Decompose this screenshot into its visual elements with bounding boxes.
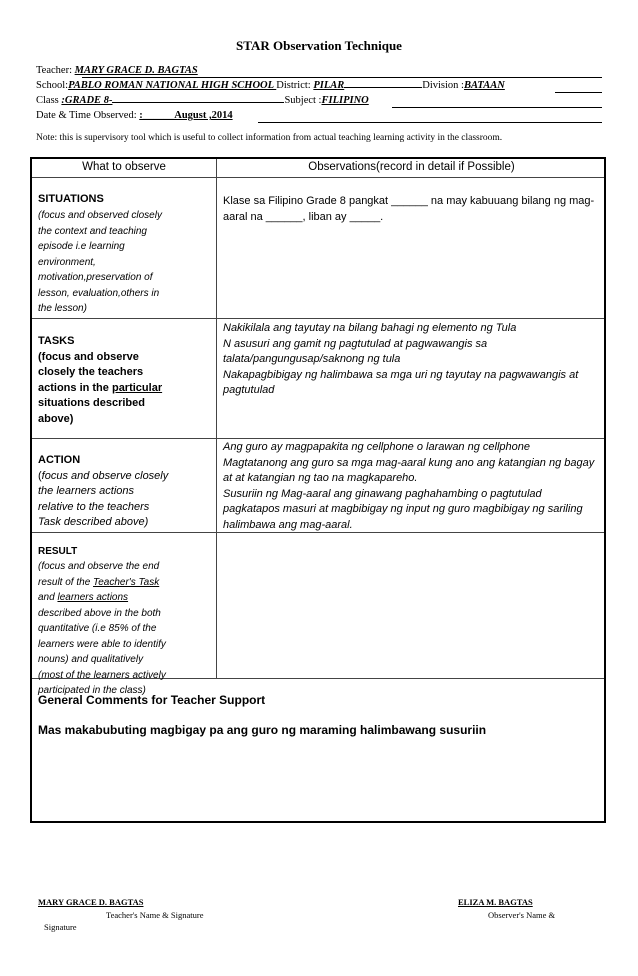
tasks-head-6: above)	[38, 412, 74, 425]
row-divider-tasks	[32, 438, 604, 439]
result-sub-5: quantitative (i.e 85% of the	[38, 623, 157, 634]
tasks-obs-5: pagtutulad	[223, 384, 275, 396]
general-comments-text: Mas makabubuting magbigay pa ang guro ng maraming halimbawang susuriin	[38, 723, 487, 737]
date-value: :______August ,2014	[139, 110, 233, 121]
district-value: PILAR	[313, 80, 345, 91]
action-obs-2: Magtatanong ang guro sa mga mag-aaral kung ano ang katangian ng bagay	[223, 456, 595, 469]
situations-sub-2: the context and teaching	[38, 225, 147, 237]
teacher-value: MARY GRACE D. BAGTAS	[74, 65, 198, 76]
result-sub-1: (focus and observe the end	[38, 561, 160, 572]
result-head: RESULT	[38, 546, 78, 557]
result-sub-6: learners were able to identify	[38, 638, 166, 650]
subject-value: FILIPINO	[321, 95, 369, 106]
signature-word: Signature	[44, 922, 77, 932]
situations-sub-3: episode i.e learning	[38, 241, 125, 252]
subject-label: Subject :	[284, 95, 322, 106]
situations-obs-2: aaral na ______, liban ay _____.	[223, 210, 384, 223]
subject-underline	[392, 107, 602, 108]
action-head: ACTION	[38, 454, 81, 466]
action-sub-2: the learners actions	[38, 485, 134, 497]
tasks-label	[38, 334, 213, 427]
result-sub-8: (most of the learners actively	[38, 669, 166, 681]
result-sub-7: nouns) and qualitatively	[38, 654, 144, 665]
tasks-head-3: closely the teachers	[38, 366, 144, 378]
action-obs-3: at at katangian ng tao na magkapareho.	[223, 472, 418, 484]
column-divider	[216, 159, 217, 678]
division-value: BATAAN	[463, 80, 505, 91]
class-label: Class	[36, 95, 62, 106]
school-value: PABLO ROMAN NATIONAL HIGH SCHOOL	[68, 80, 277, 91]
teacher-signature-caption: Teacher's Name & Signature	[106, 910, 204, 920]
class-line	[36, 95, 369, 106]
teacher-underline	[82, 77, 602, 78]
action-obs-4: Susuriin ng Mag-aaral ang ginawang paghahambing o pagtutulad	[223, 487, 542, 500]
action-observation	[223, 440, 603, 533]
action-sub-4: Task described above)	[38, 516, 149, 528]
tasks-head-1: TASKS	[38, 335, 75, 347]
row-divider-header	[32, 177, 604, 178]
class-value: :GRADE 8-	[61, 95, 113, 106]
action-sub-3: relative to the teachers	[38, 500, 150, 513]
result-sub-2: result of the Teacher's Task	[38, 576, 160, 588]
date-label: Date & Time Observed:	[36, 110, 140, 121]
situations-obs-1: Klase sa Filipino Grade 8 pangkat ______ na may kabuuang bilang ng mag-	[223, 195, 595, 207]
col-header-what: What to observe	[82, 161, 166, 173]
action-sub-1: (focus and observe closely	[38, 469, 169, 482]
tasks-observation	[223, 321, 603, 399]
division-underline	[555, 92, 602, 93]
row-divider-situations	[32, 318, 604, 319]
situations-sub-1: (focus and observed closely	[38, 210, 162, 221]
general-comments-label: General Comments for Teacher Support	[38, 693, 266, 707]
observation-table	[30, 157, 606, 823]
tasks-obs-2: N asusuri ang gamit ng pagtutulad at pagwawangis sa	[223, 337, 488, 350]
tasks-head-5: situations described	[38, 397, 145, 409]
col-header-observations: Observations(record in detail if Possible)	[308, 161, 515, 173]
action-obs-5: pagkatapos masuri at magbibigay ng input ng guro magbibigay ng sariling	[223, 503, 583, 515]
situations-label	[38, 193, 213, 317]
school-line	[36, 80, 505, 91]
action-obs-1: Ang guro ay magpapakita ng cellphone o larawan ng cellphone	[223, 441, 530, 453]
situations-sub-5: motivation,preservation of	[38, 272, 153, 283]
action-obs-6: halimbawa ang mag-aaral.	[223, 518, 353, 531]
situations-sub-7: the lesson)	[38, 303, 87, 314]
situations-sub-4: environment,	[38, 256, 96, 268]
tasks-head-2: (focus and observe	[38, 350, 139, 363]
result-sub-4: described above in the both	[38, 607, 161, 619]
teacher-signature-name: MARY GRACE D. BAGTAS	[38, 897, 144, 907]
date-underline	[258, 122, 602, 123]
teacher-line	[36, 65, 198, 76]
result-label	[38, 544, 213, 699]
action-label	[38, 453, 213, 531]
tasks-obs-4: Nakapagbibigay ng halimbawa sa mga uri ng tayutay na pagwawangis at	[223, 368, 579, 381]
school-label: School:	[36, 80, 69, 91]
observer-signature-caption: Observer's Name &	[488, 910, 556, 920]
teacher-label: Teacher:	[36, 65, 75, 76]
situations-sub-6: lesson, evaluation,others in	[38, 287, 160, 299]
document-title: STAR Observation Technique	[236, 38, 402, 53]
situations-observation	[223, 194, 603, 225]
result-sub-9: participated in the class)	[38, 685, 146, 696]
tasks-obs-1: Nakikilala ang tayutay na bilang bahagi ng elemento ng Tula	[223, 322, 517, 334]
note-text: Note: this is supervisory tool which is useful to collect information from actual teaching learning activity in the classroom.	[36, 133, 503, 143]
tasks-obs-3: talata/pangungusap/saknong ng tula	[223, 353, 401, 365]
result-sub-3: and learners actions	[38, 592, 129, 603]
tasks-head-4: actions in the particular	[38, 381, 163, 394]
observer-signature-name: ELIZA M. BAGTAS	[458, 897, 533, 907]
division-label: Division :	[422, 80, 464, 91]
date-line	[36, 110, 233, 121]
district-label: District:	[276, 80, 314, 91]
situations-head: SITUATIONS	[38, 193, 104, 205]
